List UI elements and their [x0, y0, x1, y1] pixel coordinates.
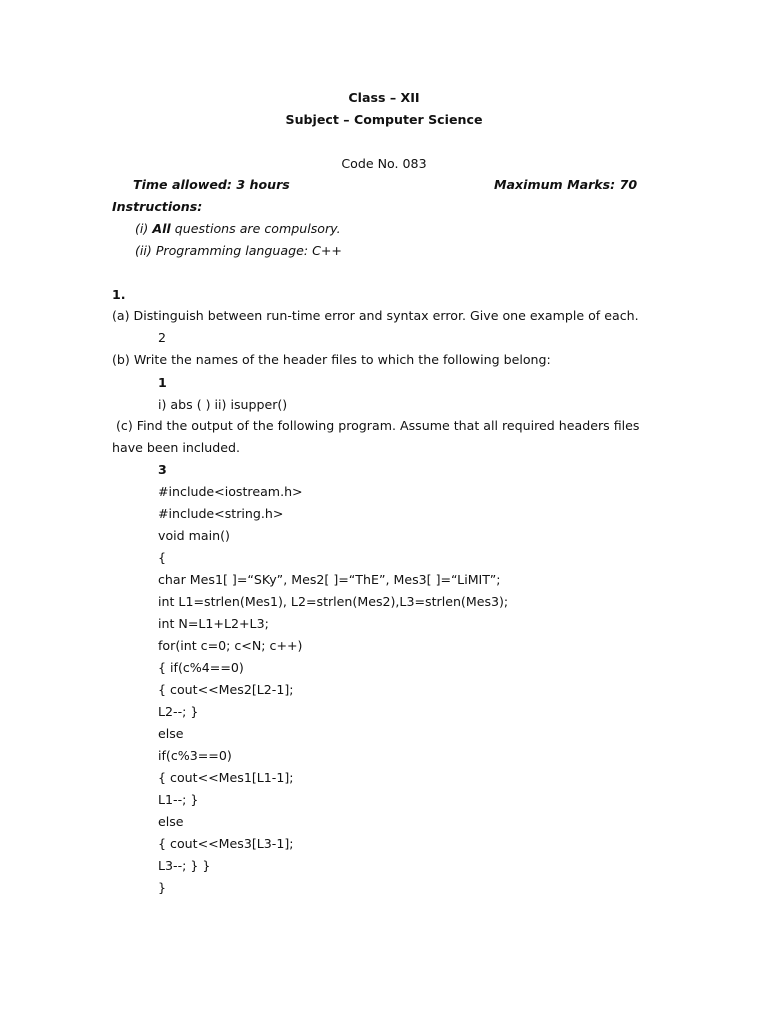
- instructions-title: Instructions:: [112, 199, 203, 214]
- code-line: L1--; }: [158, 792, 199, 807]
- code-line: int N=L1+L2+L3;: [158, 616, 269, 631]
- instruction-item-1-prefix: (i): [135, 221, 153, 236]
- question-1b-text: (b) Write the names of the header files to which the following belong:: [112, 352, 551, 367]
- question-1a-marks: 2: [158, 330, 167, 345]
- code-line: for(int c=0; c<N; c++): [158, 638, 303, 653]
- instruction-item-1: [135, 221, 341, 237]
- question-1b-marks: 1: [158, 375, 167, 390]
- maximum-marks: Maximum Marks: 70: [494, 177, 638, 192]
- code-line: if(c%3==0): [158, 748, 232, 763]
- time-allowed: Time allowed: 3 hours: [133, 177, 290, 192]
- code-line: #include<iostream.h>: [158, 484, 303, 499]
- code-line: { if(c%4==0): [158, 660, 244, 675]
- code-line: { cout<<Mes2[L2-1];: [158, 682, 294, 697]
- question-1c-text-line1: (c) Find the output of the following program. Assume that all required headers files: [112, 418, 640, 433]
- code-line: else: [158, 726, 184, 741]
- question-1a-text: (a) Distinguish between run-time error and syntax error. Give one example of each.: [112, 308, 639, 323]
- code-line: char Mes1[ ]=“SKy”, Mes2[ ]=“ThE”, Mes3[ ]=“LiMIT”;: [158, 572, 501, 587]
- code-line: #include<string.h>: [158, 506, 284, 521]
- code-line: void main(): [158, 528, 230, 543]
- code-line: L2--; }: [158, 704, 199, 719]
- class-heading: Class – XII: [348, 90, 420, 105]
- question-1c-text-line2: have been included.: [112, 440, 241, 455]
- code-line: }: [158, 880, 167, 895]
- instruction-item-1-rest: questions are compulsory.: [170, 221, 341, 236]
- instruction-item-2: (ii) Programming language: C++: [135, 243, 342, 258]
- code-line: { cout<<Mes1[L1-1];: [158, 770, 294, 785]
- code-line: L3--; } }: [158, 858, 211, 873]
- code-line: else: [158, 814, 184, 829]
- instruction-item-1-bold: All: [152, 221, 171, 236]
- code-line: {: [158, 550, 167, 565]
- question-1b-items: i) abs ( ) ii) isupper(): [158, 397, 288, 412]
- question-1c-marks: 3: [158, 462, 167, 477]
- code-line: int L1=strlen(Mes1), L2=strlen(Mes2),L3=strlen(Mes3);: [158, 594, 509, 609]
- code-line: { cout<<Mes3[L3-1];: [158, 836, 294, 851]
- code-number: Code No. 083: [341, 156, 427, 171]
- subject-heading: Subject – Computer Science: [285, 112, 483, 127]
- question-1-number: 1.: [112, 287, 126, 302]
